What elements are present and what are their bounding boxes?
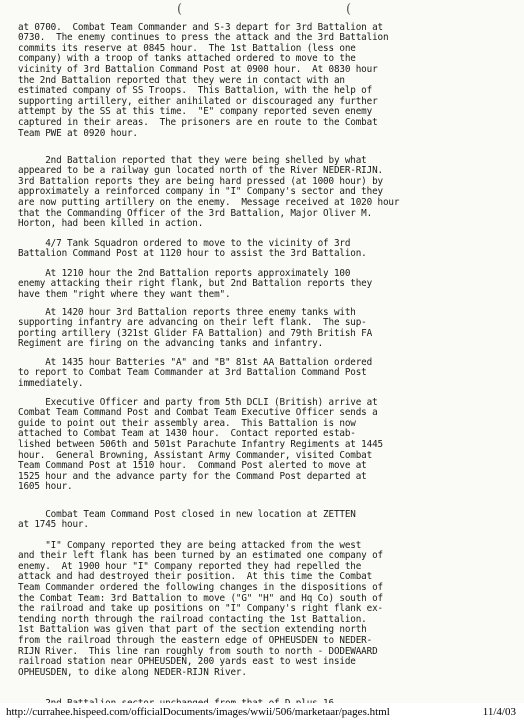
browser-print-footer [0, 703, 524, 721]
text-line: enemy attacking their right flank, but 2nd Battalion reports they [18, 278, 373, 290]
text-line: At 1210 hour the 2nd Battalion reports approximately 100 [18, 267, 351, 279]
document-paragraph [18, 499, 510, 531]
text-line: from the railroad through the eastern edge of OPHEUSDEN to NEDER- [18, 634, 373, 646]
text-line: the railroad and take up positions on "I" Company's right flank ex- [18, 603, 383, 615]
text-line: guide to point out their assembly area. This Battalion is now [18, 417, 356, 429]
text-line: 2nd Battalion reported that they were being shelled by what [18, 154, 367, 166]
document-paragraph [18, 258, 510, 300]
text-line: captured in their areas. The prisoners are en route to the Combat [18, 116, 378, 128]
text-line: 1525 hour and the advance party for the Command Post departed at [18, 470, 367, 482]
text-line: OPHEUSDEN, to dike along NEDER-RIJN River. [18, 666, 247, 678]
document-paragraph [18, 145, 510, 230]
text-line: Team Command Post at 1510 hour. Command Post alerted to move at [18, 460, 367, 472]
text-line: at 1745 hour. [18, 519, 89, 531]
text-line: attached to Combat Team at 1430 hour. Contact reported estab- [18, 428, 356, 440]
text-line: railroad station near OPHEUSDEN, 200 yards east to west inside [18, 656, 356, 668]
text-line: 1605 hour. [18, 481, 73, 493]
text-line: 4/7 Tank Squadron ordered to move to the vicinity of 3rd [18, 237, 351, 249]
text-line: immediately. [18, 377, 84, 389]
text-line: Horton, had been killed in action. [18, 218, 204, 230]
text-line: supporting infantry are advancing on their left flank. The sup- [18, 317, 367, 329]
text-line: At 1420 hour 3rd Battalion reports three enemy tanks with [18, 306, 356, 318]
text-line: attempt by the SS at this time. "E" company reported seven enemy [18, 106, 373, 118]
text-line: Executive Officer and party from 5th DCLI (British) arrive at [18, 396, 378, 408]
text-line: at 0700. Combat Team Commander and S-3 depart for 3rd Battalion at [18, 21, 383, 33]
text-line: estimated company of SS Troops. This Battalion, with the help of [18, 85, 373, 97]
text-line: 0730. The enemy continues to press the attack and the 3rd Battalion [18, 32, 389, 44]
text-line: RIJN River. This line ran roughly from south to north - DODEWAARD [18, 645, 378, 657]
binder-hole-mark: ( [346, 2, 352, 17]
text-line: that the Commanding Officer of the 3rd Battalion, Major Oliver M. [18, 207, 373, 219]
document-paragraph [18, 387, 510, 493]
text-line: 1st Battalion was given that part of the section extending north [18, 624, 367, 636]
text-line: the 2nd Battalion reported that they were in contact with an [18, 74, 345, 86]
text-line: have them "right where they want them". [18, 288, 231, 300]
footer-url: http://currahee.hispeed.com/officialDocuments/images/wwii/506/marketaar/pages.html [6, 706, 390, 718]
document-paragraph [18, 12, 510, 139]
text-line: approximately a reinforced company in "I" Company's sector and they [18, 186, 383, 198]
document-paragraph [18, 228, 510, 260]
text-line: Team PWE at 0920 hour. [18, 127, 138, 139]
text-line: vicinity of 3rd Battalion Command Post at 0900 hour. At 0830 hour [18, 63, 378, 75]
text-line: attack and had destroyed their position. At this time the Combat [18, 571, 373, 583]
text-line: Combat Team Command Post closed in new location at ZETTEN [18, 508, 356, 520]
document-paragraph [18, 530, 510, 678]
text-line: lished between 506th and 501st Parachute Infantry Regiments at 1445 [18, 438, 383, 450]
text-line: to report to Combat Team Commander at 3rd Battalion Command Post [18, 367, 367, 379]
text-line: commits its reserve at 0845 hour. The 1st Battalion (less one [18, 42, 356, 54]
text-line: supporting artillery, either anihilated or discouraged any further [18, 95, 378, 107]
document-paragraph [18, 347, 510, 389]
text-line: appeared to be a railway gun located north of the River NEDER-RIJN. [18, 165, 383, 177]
text-line: porting artillery (321st Glider FA Battalion) and 79th British FA [18, 327, 373, 339]
text-line: Combat Team Command Post and Combat Team Executive Officer sends a [18, 407, 378, 419]
text-line: tending north through the railroad contacting the 1st Battalion. [18, 613, 367, 625]
document-paragraph [18, 297, 510, 350]
footer-date: 11/4/03 [482, 706, 516, 718]
text-line: are now putting artillery on the enemy. Message received at 1020 hour [18, 196, 400, 208]
text-line: At 1435 hour Batteries "A" and "B" 81st AA Battalion ordered [18, 356, 373, 368]
text-line: Regiment are firing on the advancing tanks and infantry. [18, 338, 324, 350]
text-line: the Combat Team: 3rd Battalion to move ("G" "H" and Hq Co) south of [18, 592, 383, 604]
text-line: company) with a troop of tanks attached ordered to move to the [18, 53, 356, 65]
text-line: Team Commander ordered the following changes in the dispositions of [18, 581, 383, 593]
text-line: and their left flank has been turned by an estimated one company of [18, 550, 383, 562]
text-line: Battalion Command Post at 1120 hour to assist the 3rd Battalion. [18, 248, 367, 260]
binder-hole-mark: ( [177, 2, 183, 17]
text-line: enemy. At 1900 hour "I" Company reported they had repelled the [18, 560, 362, 572]
text-line: hour. General Browning, Assistant Army Commander, visited Combat [18, 449, 373, 461]
text-line: "I" Company reported they are being attacked from the west [18, 539, 362, 551]
text-line: 3rd Battalion reports they are being hard pressed (at 1000 hour) by [18, 175, 383, 187]
